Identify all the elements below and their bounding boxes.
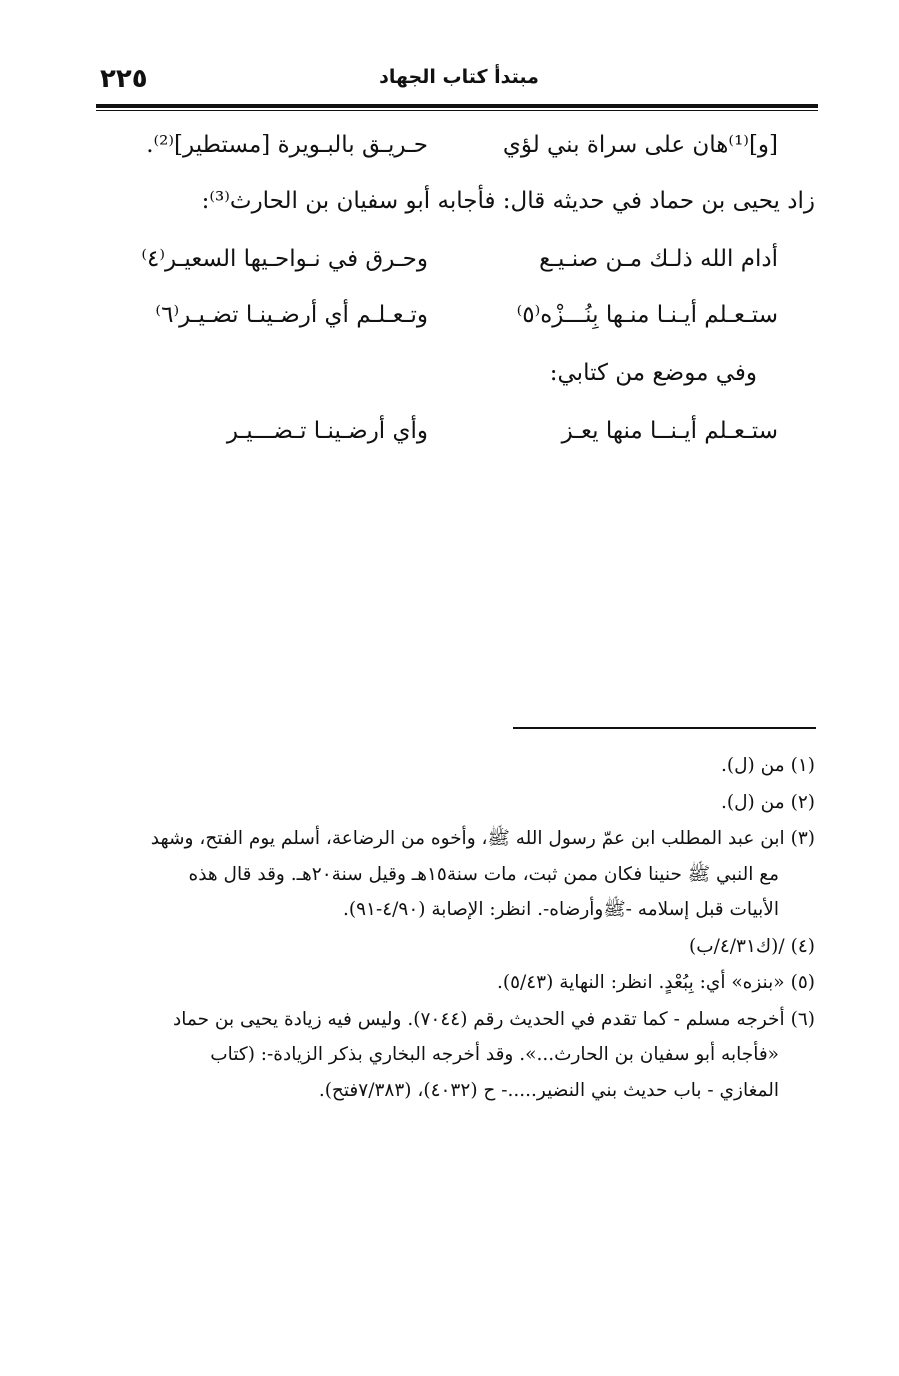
header-rule-thick <box>96 104 818 108</box>
footnote-number: (٦) <box>790 1008 815 1030</box>
footnote-text: «بنزه» أي: بِبُعْدٍ. انظر: النهاية (٥/٤٣). <box>496 972 785 993</box>
verse-first-hemistich: أدام الله ذلـك مـن صنـيـع <box>539 246 778 272</box>
page-number: ٢٢٥ <box>100 64 148 94</box>
footnote-number: (٣) <box>790 828 815 849</box>
footnote <box>103 1002 815 1109</box>
footnote <box>103 821 815 928</box>
prose-line: زاد يحيى بن حماد في حديثه قال: فأجابه أبو سفيان بن الحارث⁽³⁾: <box>201 188 815 214</box>
footnote <box>103 965 815 1001</box>
footnote <box>103 748 815 784</box>
verse-first-hemistich: ستـعـلم أيـنـا منـها بِنُـــزْه⁽٥⁾ <box>516 302 778 328</box>
footnote-text: من (ل). <box>720 755 785 776</box>
footnote-text: /(ك٤/٣١/ب) <box>689 935 785 957</box>
verse-second-hemistich: وأي أرضـينـا تـضـــيـر <box>226 418 428 444</box>
footnote <box>103 929 815 965</box>
footnote-number: (٤) <box>790 935 815 957</box>
footnote-text: المغازي - باب حديث بني النضير.....- ح (٤٠٣٢)، (٧/٣٨٣فتح). <box>318 1079 779 1101</box>
page-header <box>100 64 818 104</box>
verse-first-hemistich: [و]⁽¹⁾هان على سراة بني لؤي <box>502 132 778 158</box>
footnote-text: «فأجابه أبو سفيان بن الحارث...». وقد أخرجه البخاري بذكر الزيادة-: (كتاب <box>210 1044 779 1065</box>
verse-second-hemistich: وحـرق في نـواحـيها السعيـر⁽٤⁾ <box>141 246 428 272</box>
footnote <box>103 785 815 821</box>
footnote-number: (٢) <box>790 791 815 813</box>
verse-line <box>100 302 818 348</box>
footnote-text: أخرجه مسلم - كما تقدم في الحديث رقم (٧٠٤٤). وليس فيه زيادة يحيى بن حماد <box>173 1008 785 1030</box>
footnote-text: ابن عبد المطلب ابن عمّ رسول الله ﷺ، وأخوه من الرضاعة، أسلم يوم الفتح، وشهد <box>150 828 785 849</box>
footnote-text: من (ل). <box>720 791 785 813</box>
footnotes-list <box>103 748 815 1109</box>
verse-line <box>100 418 818 464</box>
footnote-number: (١) <box>790 755 815 776</box>
prose-line: وفي موضع من كتابي: <box>549 360 757 386</box>
verse-second-hemistich: حـريـق بالبـويرة [مستطير]⁽²⁾. <box>146 132 428 158</box>
header-rule-thin <box>96 110 818 111</box>
verse-second-hemistich: وتـعـلـم أي أرضـينـا تضـيـر⁽٦⁾ <box>155 302 428 328</box>
verse-line <box>100 132 818 178</box>
footnote-text: الأبيات قبل إسلامه -ﷺوأرضاه-. انظر: الإصابة (٤/٩٠-٩١). <box>342 899 779 920</box>
footnote-separator <box>513 727 816 729</box>
verse-line <box>100 246 818 292</box>
running-title: مبتدأ كتاب الجهاد <box>379 66 539 88</box>
footnote-text: مع النبي ﷺ حنينا فكان ممن ثبت، مات سنة١٥هـ وقيل سنة٢٠هـ. وقد قال هذه <box>188 863 779 885</box>
verse-first-hemistich: ستـعـلم أيـنــا منها يعـز <box>561 418 778 444</box>
footnote-number: (٥) <box>790 972 815 993</box>
